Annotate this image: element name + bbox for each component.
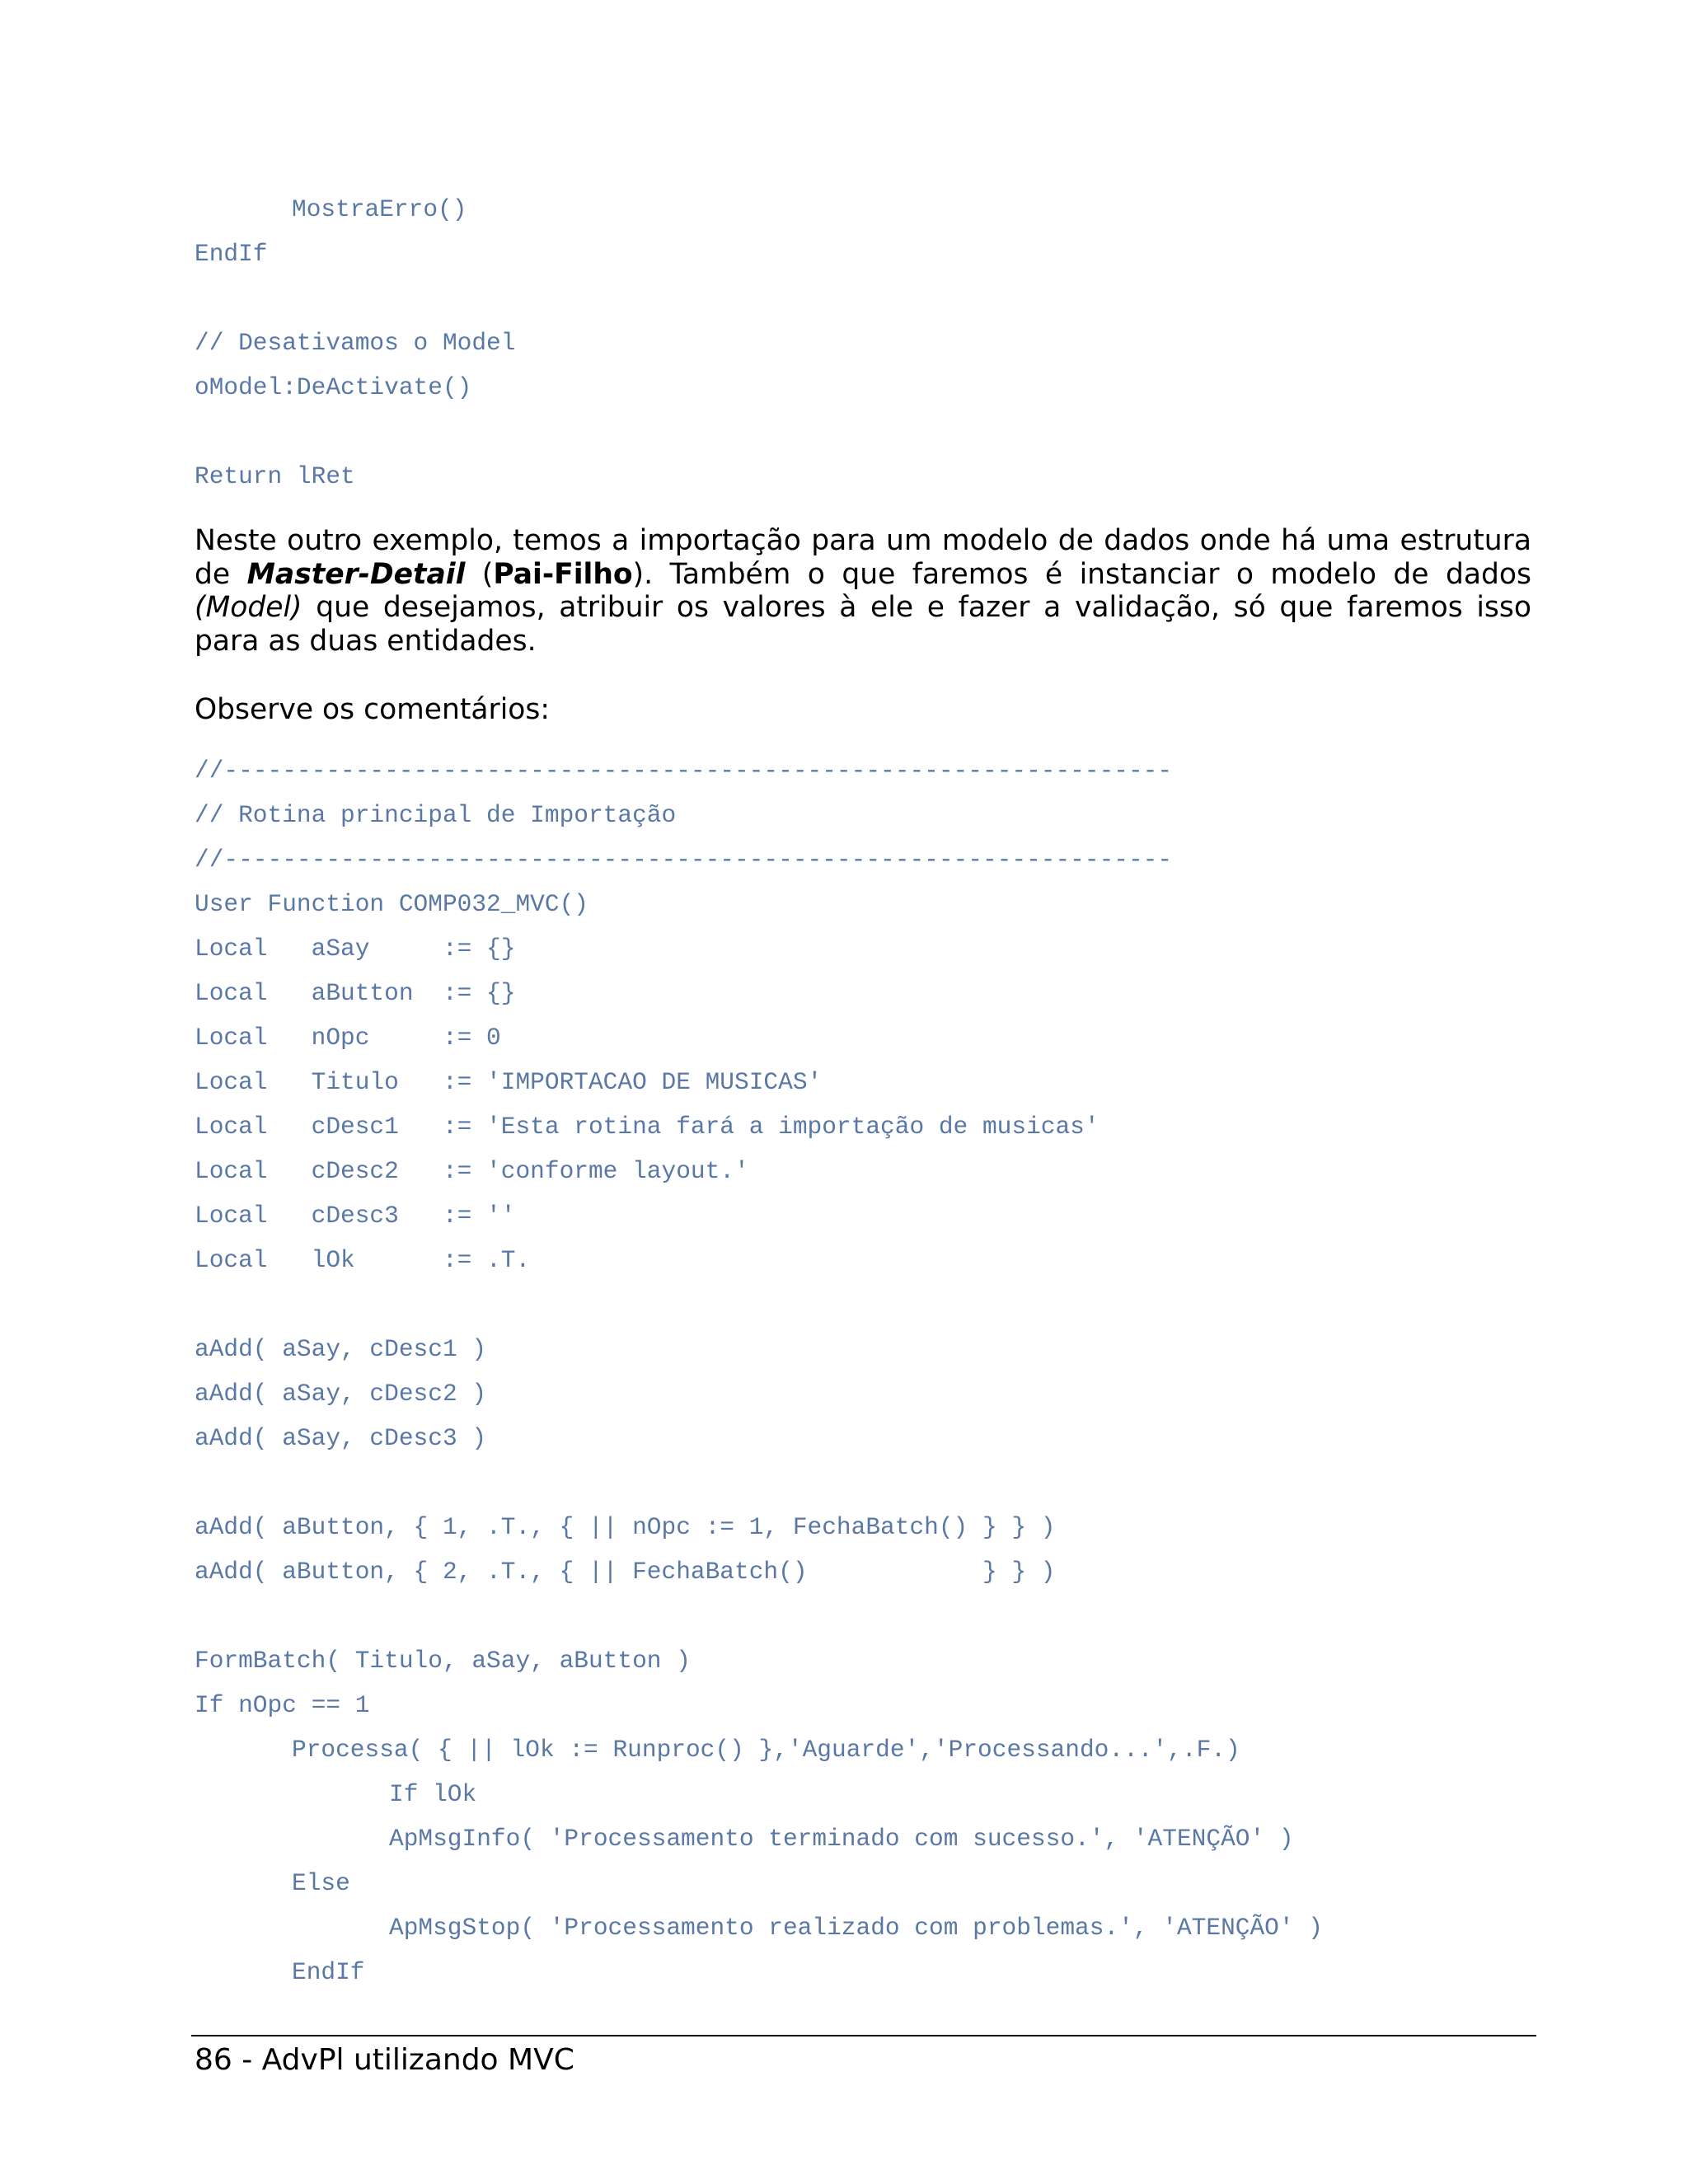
code-line: aAdd( aSay, cDesc1 )	[195, 1335, 487, 1363]
footer-divider	[191, 2035, 1536, 2036]
code-line: Local cDesc1 := 'Esta rotina fará a importação de musicas'	[195, 1113, 1100, 1141]
code-line: If lOk	[389, 1780, 477, 1808]
paragraph-text: ). Também o que faremos é instanciar o modelo de dados	[632, 557, 1532, 591]
code-line: Processa( { || lOk := Runproc() },'Aguarde','Processando...',.F.)	[292, 1736, 1240, 1764]
code-line: aAdd( aSay, cDesc3 )	[195, 1424, 487, 1452]
code-line: oModel:DeActivate()	[195, 373, 472, 401]
paragraph-text: Neste outro exemplo, temos a importação para um modelo de dados onde há uma estrutura de	[195, 524, 1531, 591]
code-line: ApMsgStop( 'Processamento realizado com problemas.', 'ATENÇÃO' )	[389, 1914, 1323, 1942]
code-comment-line: // Rotina principal de Importação	[195, 801, 677, 829]
paragraph-text: (	[465, 557, 494, 591]
code-line: User Function COMP032_MVC()	[195, 890, 588, 918]
page-footer: 86 - AdvPl utilizando MVC	[195, 2043, 574, 2077]
code-line: Local cDesc2 := 'conforme layout.'	[195, 1157, 749, 1185]
code-comment-line: //-----------------------------------------------------------------	[195, 846, 1173, 874]
code-line: Return lRet	[195, 462, 355, 490]
paragraph-text: que desejamos, atribuir os valores à ele e fazer a validação, só que faremos isso para as duas entidades.	[195, 591, 1531, 658]
code-line: EndIf	[195, 240, 268, 268]
code-line: Local nOpc := 0	[195, 1024, 501, 1052]
code-line: MostraErro()	[292, 195, 467, 223]
body-paragraph: Observe os comentários:	[195, 693, 551, 726]
code-comment-line: //-----------------------------------------------------------------	[195, 757, 1173, 785]
code-line: EndIf	[292, 1958, 365, 1986]
body-paragraph	[195, 524, 1531, 658]
code-line: If nOpc == 1	[195, 1691, 370, 1719]
emphasis-term-pai-filho: Pai-Filho	[493, 557, 633, 591]
code-comment-line: // Desativamos o Model	[195, 329, 516, 357]
code-line: Local cDesc3 := ''	[195, 1202, 516, 1230]
code-line: Local Titulo := 'IMPORTACAO DE MUSICAS'	[195, 1068, 823, 1096]
code-line: FormBatch( Titulo, aSay, aButton )	[195, 1647, 691, 1675]
code-line: aAdd( aButton, { 2, .T., { || FechaBatch() } } )	[195, 1558, 1056, 1586]
code-line: Else	[292, 1869, 350, 1897]
code-line: aAdd( aButton, { 1, .T., { || nOpc := 1, FechaBatch() } } )	[195, 1513, 1056, 1541]
code-line: aAdd( aSay, cDesc2 )	[195, 1380, 487, 1408]
code-line: Local aButton := {}	[195, 979, 516, 1007]
code-line: ApMsgInfo( 'Processamento terminado com sucesso.', 'ATENÇÃO' )	[389, 1825, 1294, 1853]
emphasis-term-model: (Model)	[195, 591, 302, 624]
code-line: Local aSay := {}	[195, 935, 516, 963]
emphasis-term-master-detail: Master-Detail	[246, 557, 466, 591]
code-line: Local lOk := .T.	[195, 1246, 531, 1274]
